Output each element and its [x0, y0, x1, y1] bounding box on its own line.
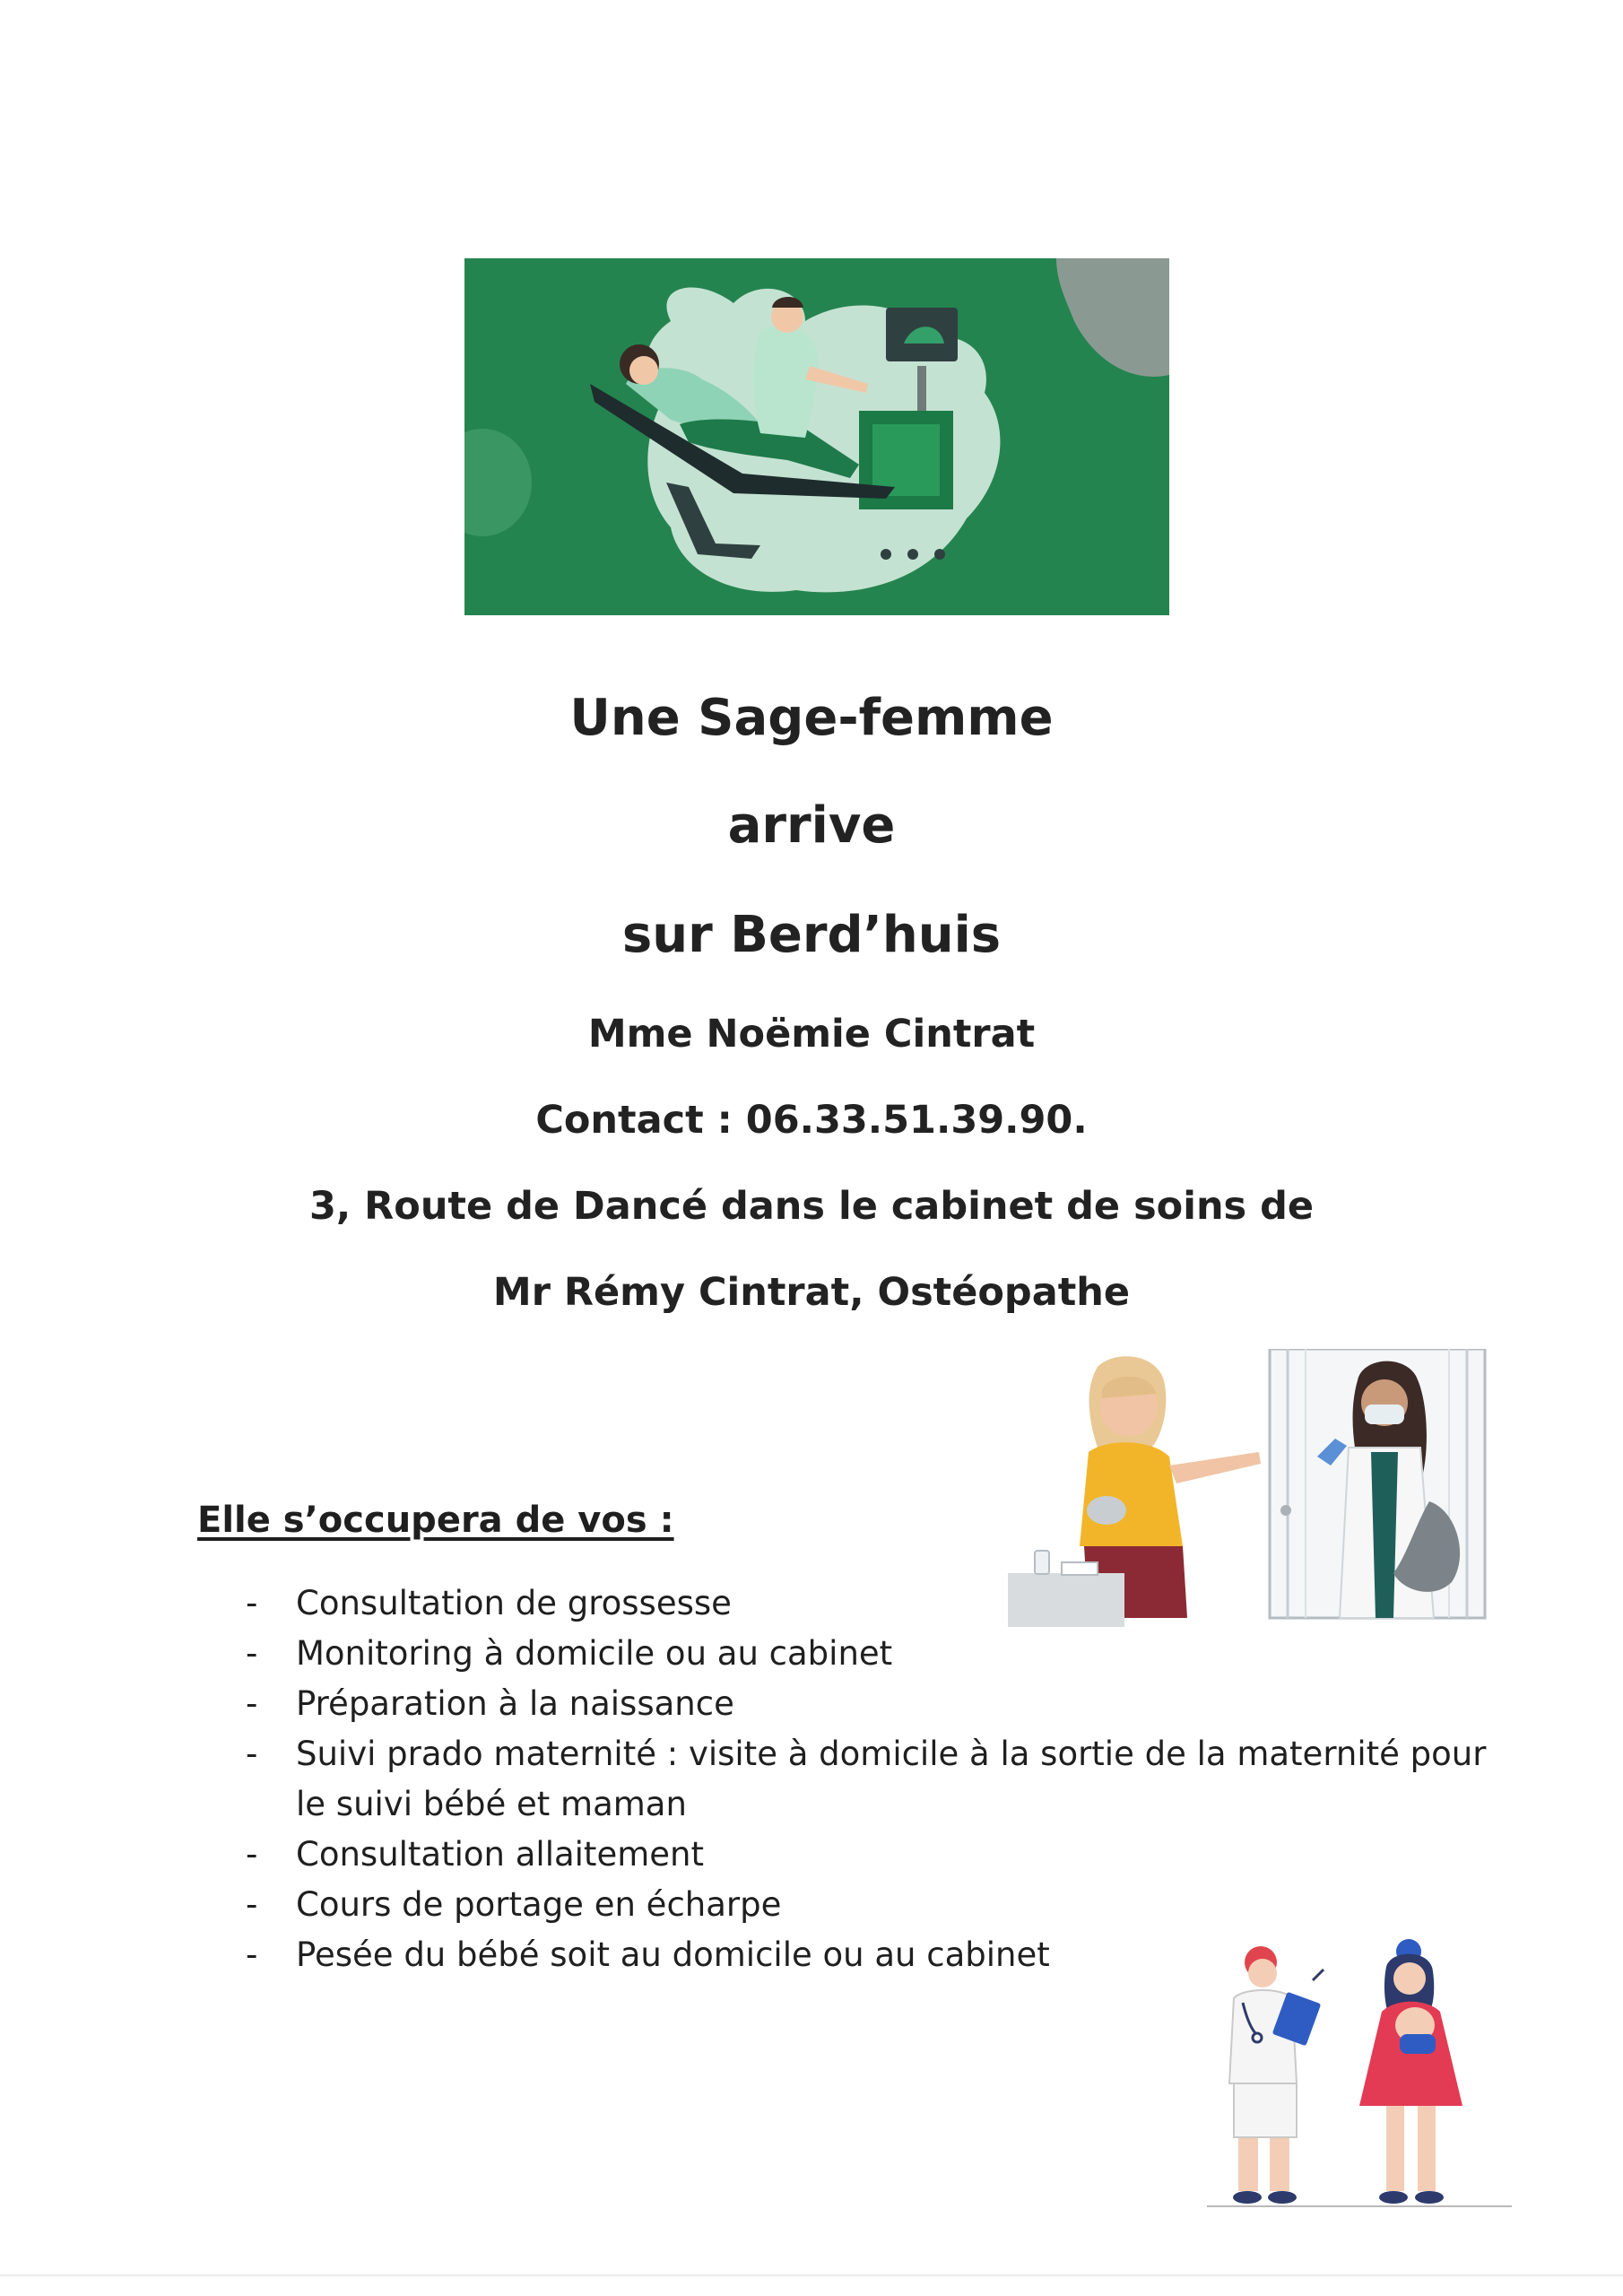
list-item: - Pesée du bébé soit au domicile ou au cabinet — [246, 1930, 1483, 1980]
list-item: - Préparation à la naissance — [246, 1679, 1483, 1729]
headline-line-1: Une Sage-femme — [569, 689, 1054, 747]
list-item: - Consultation de grossesse — [246, 1578, 1483, 1629]
list-item: - Consultation allaitement — [246, 1830, 1483, 1880]
list-item: - Cours de portage en écharpe — [246, 1880, 1483, 1930]
contact-phone: Contact : 06.33.51.39.90. — [535, 1098, 1088, 1143]
midwife-name: Mme Noëmie Cintrat — [587, 1012, 1036, 1057]
list-item: - Monitoring à domicile ou au cabinet — [246, 1629, 1483, 1679]
midwife-and-mother-illustration — [1207, 1935, 1512, 2213]
address-line-2: Mr Rémy Cintrat, Ostéopathe — [492, 1270, 1131, 1315]
services-list — [246, 1578, 1487, 1980]
headline-line-2: arrive — [727, 796, 896, 855]
page-bottom-edge — [0, 2274, 1623, 2276]
list-item: - Suivi prado maternité : visite à domicile à la sortie de la maternité pour le suivi bébé et maman — [246, 1729, 1497, 1830]
headline-line-3: sur Berd’huis — [621, 906, 1002, 964]
address-line-1: 3, Route de Dancé dans le cabinet de soins de — [308, 1184, 1315, 1229]
hero-illustration — [464, 258, 1169, 615]
midwife-and-mother-image — [1207, 1935, 1512, 2213]
services-heading: Elle s’occupera de vos : — [197, 1500, 674, 1541]
ultrasound-exam-illustration — [464, 258, 1169, 615]
